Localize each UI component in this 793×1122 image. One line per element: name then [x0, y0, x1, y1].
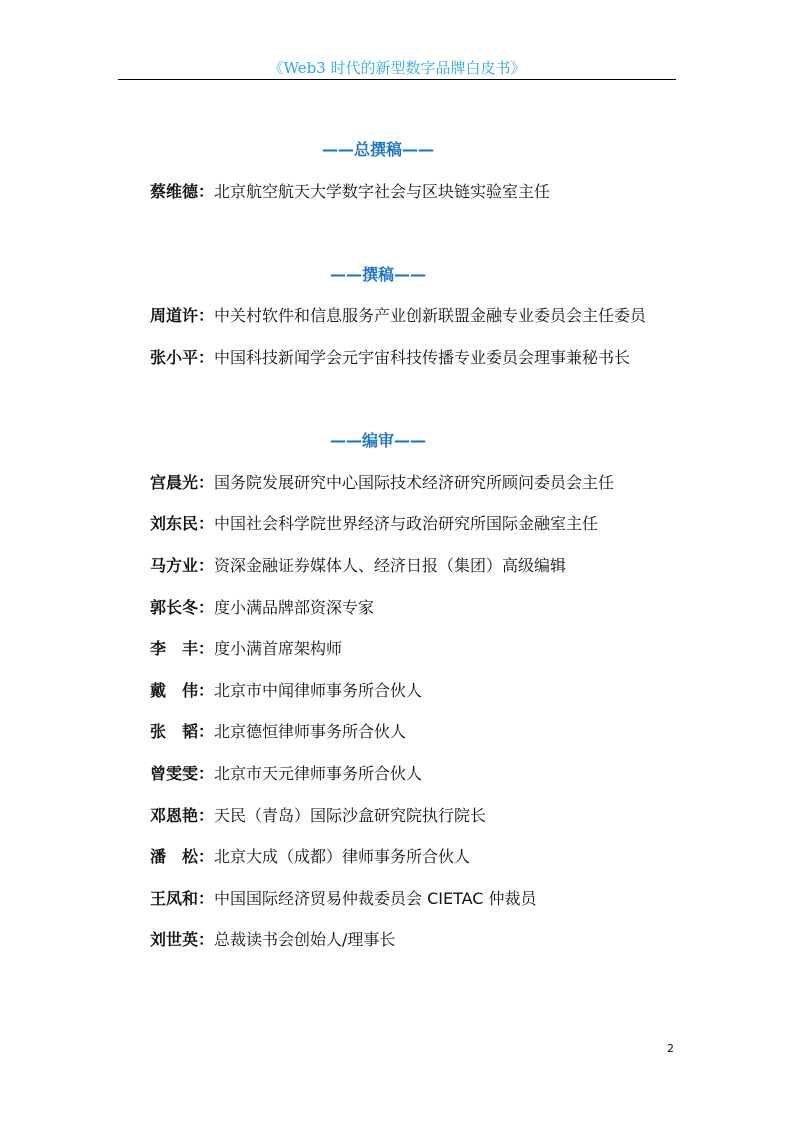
running-header: 《Web3 时代的新型数字品牌白皮书》 — [268, 59, 526, 77]
contributor-title: 总裁读书会创始人/理事长 — [214, 930, 396, 950]
contributor-entry — [150, 753, 690, 795]
contributor-title: 度小满首席架构师 — [214, 639, 343, 659]
contributor-entry — [150, 919, 690, 961]
contributor-name: 马方业： — [150, 555, 215, 575]
contributor-name: 邓恩艳： — [150, 805, 215, 825]
contributor-title: 中国科技新闻学会元宇宙科技传播专业委员会理事兼秘书长 — [214, 347, 631, 367]
contributor-title: 中国社会科学院世界经济与政治研究所国际金融室主任 — [214, 514, 599, 534]
contributor-title: 资深金融证券媒体人、经济日报（集团）高级编辑 — [214, 555, 567, 575]
contributor-title: 中国国际经济贸易仲裁委员会 CIETAC 仲裁员 — [214, 888, 537, 908]
contributor-title: 北京德恒律师事务所合伙人 — [214, 722, 407, 742]
contributor-entry — [150, 836, 690, 878]
contributor-entry — [150, 795, 690, 837]
contributor-entry — [150, 670, 690, 712]
contributor-name: 潘 松： — [150, 847, 215, 867]
page-number: 2 — [667, 1042, 674, 1055]
contributor-entry — [150, 337, 690, 379]
contributor-title: 北京市中闻律师事务所合伙人 — [214, 680, 423, 700]
contributors-list — [150, 129, 690, 961]
contributor-entry — [150, 545, 690, 587]
section — [150, 254, 690, 379]
contributor-entry — [150, 171, 690, 213]
contributor-title: 天民（青岛）国际沙盒研究院执行院长 — [214, 805, 487, 825]
contributor-name: 王凤和： — [150, 888, 215, 908]
contributor-name: 戴 伟： — [150, 680, 215, 700]
contributor-entry — [150, 462, 690, 504]
contributor-name: 刘世英： — [150, 930, 215, 950]
contributor-title: 北京市天元律师事务所合伙人 — [214, 763, 423, 783]
contributor-entry — [150, 587, 690, 629]
contributor-title: 北京航空航天大学数字社会与区块链实验室主任 — [214, 181, 551, 201]
contributor-entry — [150, 503, 690, 545]
contributor-entry — [150, 711, 690, 753]
contributor-name: 郭长冬： — [150, 597, 215, 617]
contributor-title: 中关村软件和信息服务产业创新联盟金融专业委员会主任委员 — [214, 306, 647, 326]
contributor-entry — [150, 878, 690, 920]
contributor-name: 李 丰： — [150, 639, 215, 659]
contributor-title: 度小满品牌部资深专家 — [214, 597, 375, 617]
contributor-name: 曾雯雯： — [150, 763, 215, 783]
contributor-name: 刘东民： — [150, 514, 215, 534]
contributor-name: 周道许： — [150, 306, 215, 326]
section — [150, 129, 690, 212]
section — [150, 420, 690, 961]
section-heading: ——总撰稿—— — [321, 140, 434, 159]
contributor-name: 蔡维德： — [150, 181, 215, 201]
contributor-entry — [150, 628, 690, 670]
header-divider — [118, 79, 676, 80]
section-heading: ——编审—— — [329, 431, 426, 451]
contributor-name: 张小平： — [150, 347, 215, 367]
contributor-name: 宫晨光： — [150, 472, 215, 492]
contributor-name: 张 韬： — [150, 722, 215, 742]
contributor-entry — [150, 295, 690, 337]
contributor-title: 北京大成（成都）律师事务所合伙人 — [214, 847, 471, 867]
section-heading: ——撰稿—— — [329, 264, 426, 284]
contributor-title: 国务院发展研究中心国际技术经济研究所顾问委员会主任 — [214, 472, 615, 492]
